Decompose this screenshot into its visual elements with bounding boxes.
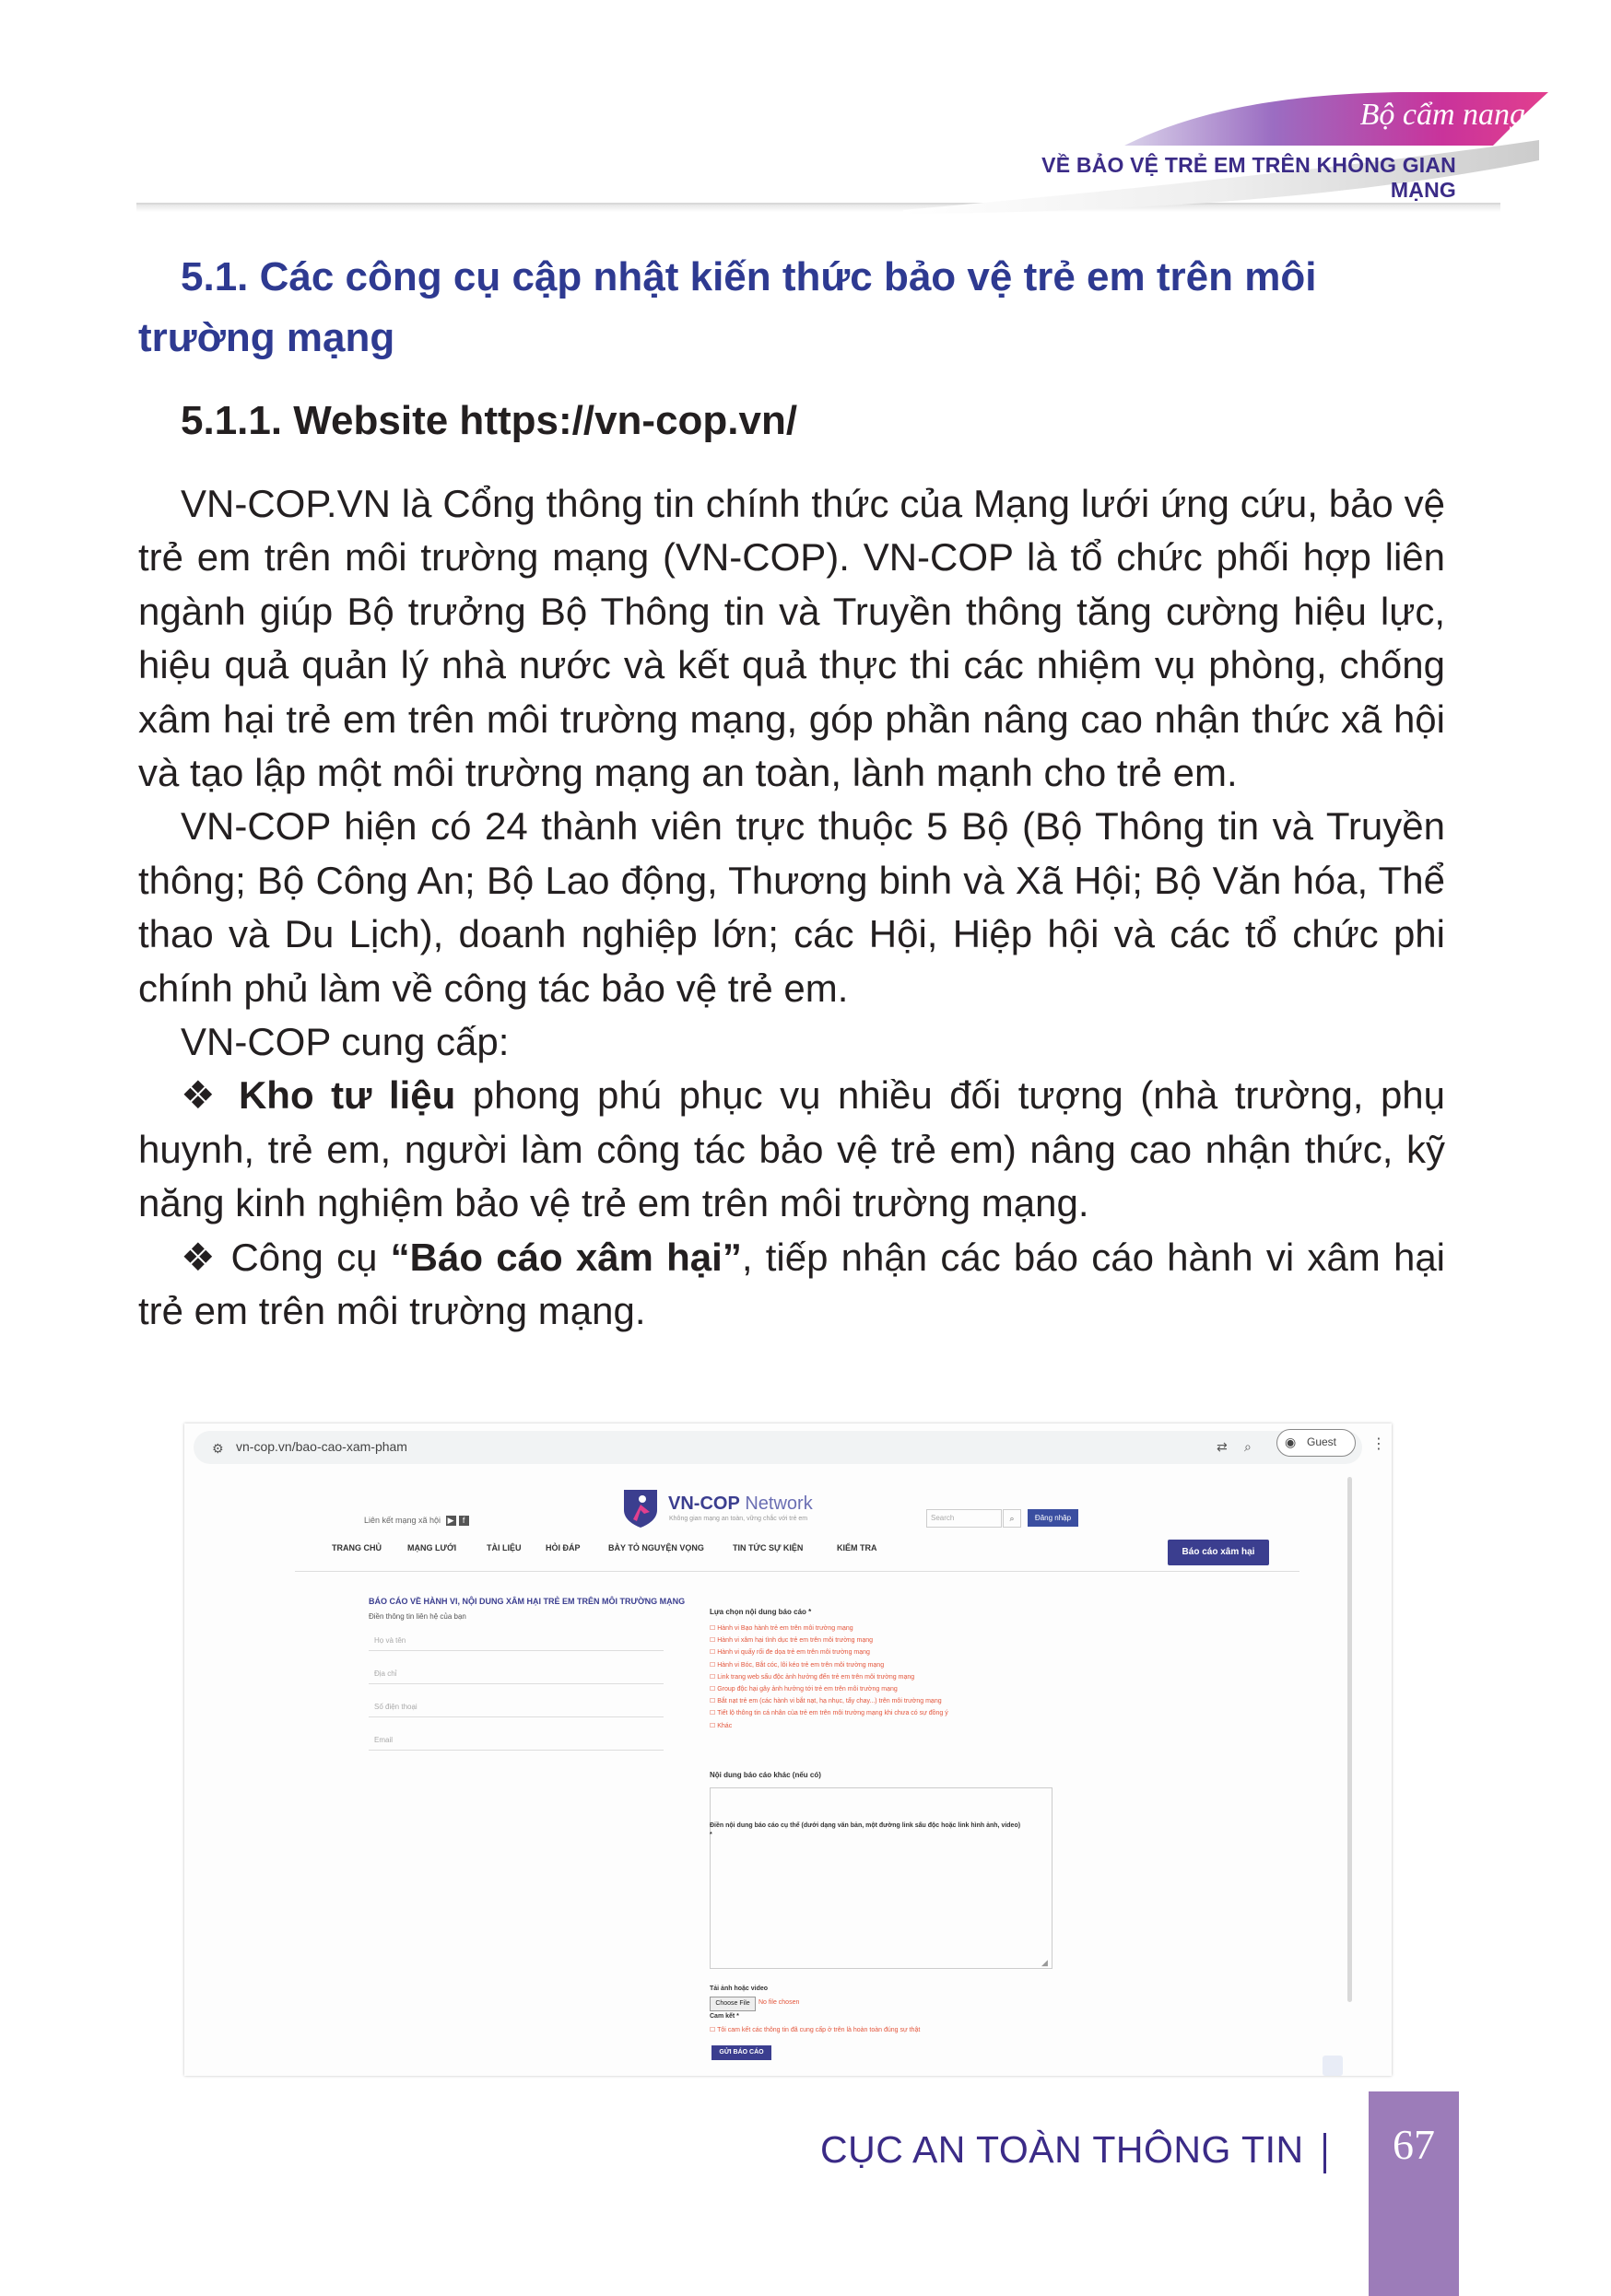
- social-label: Liên kết mạng xã hội: [364, 1516, 441, 1525]
- nav-item-network[interactable]: MẠNG LƯỚI: [407, 1543, 457, 1552]
- page-number: 67: [1393, 2121, 1435, 2168]
- site-settings-icon[interactable]: ⚙: [212, 1441, 224, 1456]
- recaptcha-icon[interactable]: [1323, 2056, 1343, 2076]
- bullet-diamond-icon: ❖: [181, 1073, 222, 1118]
- bullet-report-pre: Công cụ: [218, 1235, 391, 1279]
- site-search-input[interactable]: Search: [926, 1509, 1002, 1528]
- translate-icon[interactable]: ⇄: [1217, 1439, 1228, 1454]
- option-checkbox[interactable]: ☐ Hành vi quấy rối đe dọa trẻ em trên môi trường mạng: [710, 1649, 870, 1657]
- option-checkbox[interactable]: ☐ Bắt nạt trẻ em (các hành vi bắt nạt, hạ nhục, tẩy chay...) trên môi trường mạng: [710, 1698, 942, 1705]
- user-icon: ◉: [1285, 1435, 1297, 1449]
- option-checkbox[interactable]: ☐ Tiết lộ thông tin cá nhân của trẻ em trên môi trường mạng khi chưa có sự đồng ý: [710, 1710, 948, 1717]
- page-scrollbar[interactable]: [1347, 1477, 1352, 2002]
- report-type-options: [710, 1622, 948, 1732]
- bullet-report-bold: “Báo cáo xâm hại”: [390, 1235, 742, 1279]
- other-content-label: Nội dung báo cáo khác (nếu có): [710, 1771, 821, 1779]
- body-text: [138, 477, 1445, 1339]
- nav-item-qa[interactable]: HỎI ĐÁP: [546, 1543, 581, 1552]
- report-abuse-button[interactable]: Báo cáo xâm hại: [1168, 1540, 1269, 1565]
- contact-label: Điền thông tin liên hệ của bạn: [369, 1612, 466, 1621]
- bullet-library-bold: Kho tư liệu: [238, 1073, 456, 1118]
- guest-profile-button[interactable]: [1276, 1429, 1356, 1457]
- choose-file-button[interactable]: Choose File: [710, 1997, 756, 2011]
- browser-menu-icon[interactable]: ⋮: [1371, 1436, 1386, 1452]
- option-checkbox[interactable]: ☐ Hành vi Bóc, Bắt cóc, lôi kéo trẻ em trên môi trường mạng: [710, 1661, 885, 1669]
- website-screenshot: [184, 1423, 1392, 2076]
- option-checkbox[interactable]: ☐ Hành vi xâm hại tình dục trẻ em trên môi trường mạng: [710, 1637, 874, 1645]
- email-field[interactable]: Email: [369, 1728, 664, 1751]
- paragraph-members: VN-COP hiện có 24 thành viên trực thuộc 5 Bộ (Bộ Thông tin và Truyền thông; Bộ Công An; Bộ Lao động, Thương binh và Xã Hội; Bộ Văn hóa, Thể thao và Du Lịch), doanh nghiệp lớn; các Hội, Hiệp hội và các tổ chức phi chính phủ làm về công tác bảo vệ trẻ em.: [138, 804, 1445, 1010]
- site-tagline: Không gian mạng an toàn, vững chắc với trẻ em: [669, 1516, 808, 1522]
- nav-item-documents[interactable]: TÀI LIỆU: [487, 1543, 522, 1552]
- form-title: BÁO CÁO VỀ HÀNH VI, NỘI DUNG XÂM HẠI TRẺ EM TRÊN MÔI TRƯỜNG MẠNG: [369, 1597, 686, 1606]
- site-logo-name[interactable]: VN-COP Network: [668, 1494, 813, 1514]
- footer-divider: [1323, 2133, 1326, 2173]
- url-text[interactable]: vn-cop.vn/bao-cao-xam-pham: [236, 1439, 407, 1454]
- header-subtitle: VỀ BẢO VỆ TRẺ EM TRÊN KHÔNG GIAN MẠNG: [1041, 153, 1456, 202]
- nav-item-quiz[interactable]: KIỂM TRA: [837, 1543, 877, 1552]
- resize-grip-icon[interactable]: ◢: [1041, 1958, 1048, 1967]
- header-title-italic: Bộ cẩm nang: [1359, 98, 1525, 132]
- section-heading: 5.1. Các công cụ cập nhật kiến thức bảo vệ trẻ em trên môi trường mạng: [138, 254, 1317, 360]
- address-field[interactable]: Địa chỉ: [369, 1661, 664, 1684]
- paragraph-provides: VN-COP cung cấp:: [181, 1020, 510, 1064]
- report-type-label: Lựa chọn nội dung báo cáo *: [710, 1608, 812, 1616]
- name-field[interactable]: Họ và tên: [369, 1628, 664, 1651]
- facebook-icon[interactable]: f: [459, 1516, 469, 1526]
- option-checkbox[interactable]: ☐ Group độc hại gây ảnh hưởng tới trẻ em trên môi trường mạng: [710, 1686, 898, 1693]
- bullet-report-tool: [138, 1231, 1445, 1339]
- nav-item-news[interactable]: TIN TỨC SỰ KIỆN: [733, 1543, 804, 1552]
- option-checkbox[interactable]: ☐ Khác: [710, 1722, 733, 1729]
- login-button[interactable]: Đăng nhập: [1028, 1509, 1078, 1527]
- option-checkbox[interactable]: ☐ Link trang web sấu độc ảnh hưởng đến trẻ em trên môi trường mạng: [710, 1673, 915, 1681]
- search-icon[interactable]: ⌕: [1003, 1509, 1021, 1528]
- browser-address-bar[interactable]: [194, 1431, 1362, 1464]
- guest-label: Guest: [1307, 1435, 1337, 1448]
- footer-org: CỤC AN TOÀN THÔNG TIN: [820, 2128, 1304, 2171]
- bullet-library-text: phong phú phục vụ nhiều đối tượng (nhà trường, phụ huynh, trẻ em, người làm công tác bảo vệ trẻ em) nâng cao nhận thức, kỹ năng kinh nghiệm bảo vệ trẻ em trên môi trường mạng.: [138, 1073, 1446, 1225]
- commit-label: Cam kết *: [710, 2013, 739, 2020]
- zoom-icon[interactable]: ⌕: [1244, 1439, 1252, 1454]
- submit-report-button[interactable]: GỬI BÁO CÁO: [711, 2045, 771, 2060]
- bullet-library: [138, 1069, 1445, 1230]
- commit-checkbox[interactable]: ☐ Tôi cam kết các thông tin đã cung cấp ở trên là hoàn toàn đúng sự thật: [710, 2027, 921, 2033]
- bullet-diamond-icon: ❖: [181, 1235, 218, 1279]
- option-checkbox[interactable]: ☐ Hành vi Bạo hành trẻ em trên môi trường mạng: [710, 1625, 853, 1632]
- phone-field[interactable]: Số điện thoại: [369, 1694, 664, 1717]
- social-links: [364, 1516, 469, 1526]
- nav-item-wishes[interactable]: BÀY TỎ NGUYỆN VỌNG: [608, 1543, 704, 1552]
- report-detail-textarea[interactable]: [710, 1787, 1052, 1969]
- nav-divider: [295, 1571, 1299, 1572]
- no-file-text: No file chosen: [758, 1999, 800, 2006]
- youtube-icon[interactable]: ▶: [446, 1516, 456, 1526]
- paragraph-intro: VN-COP.VN là Cổng thông tin chính thức của Mạng lưới ứng cứu, bảo vệ trẻ em trên môi trường mạng (VN-COP). VN-COP là tổ chức phối hợp liên ngành giúp Bộ trưởng Bộ Thông tin và Truyền thông tăng cường hiệu lực, hiệu quả quản lý nhà nước và kết quả thực thi các nhiệm vụ phòng, chống xâm hại trẻ em trên môi trường mạng, góp phần nâng cao nhận thức xã hội và tạo lập một môi trường mạng an toàn, lành mạnh cho trẻ em.: [138, 482, 1445, 795]
- subsection-heading: 5.1.1. Website https://vn-cop.vn/: [181, 398, 798, 443]
- report-detail-label: Điền nội dung báo cáo cụ thể (dưới dạng văn bản, một đường link sấu độc hoặc link hình ảnh, video) *: [710, 1822, 1021, 1838]
- upload-label: Tải ảnh hoặc video: [710, 1986, 769, 1992]
- nav-item-home[interactable]: TRANG CHỦ: [332, 1543, 382, 1552]
- bullet-report-text: , tiếp nhận các báo cáo hành vi xâm hại trẻ em trên môi trường mạng.: [138, 1235, 1446, 1333]
- vn-cop-logo-icon[interactable]: [620, 1486, 661, 1529]
